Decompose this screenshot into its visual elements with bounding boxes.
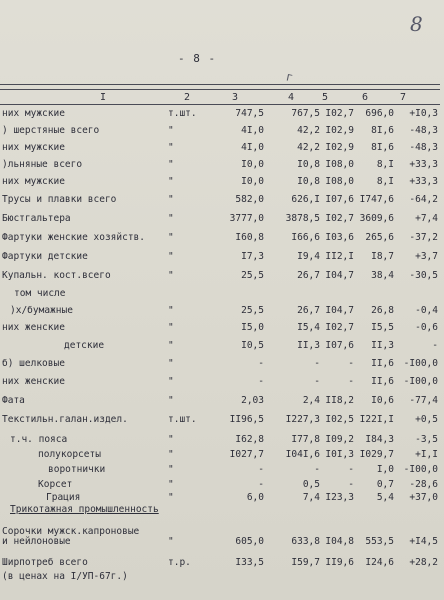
table-row [0,449,444,463]
cell-v4: - [314,376,320,387]
cell-v7: +7,4 [415,213,438,224]
cell-v5: I04,7 [325,270,354,281]
cell-v5: - [348,464,354,475]
cell-v5: - [348,376,354,387]
cell-unit: " [168,492,174,503]
cell-v7: -48,3 [409,142,438,153]
cell-v3: I0,0 [241,159,264,170]
cell-v7: -0,6 [415,322,438,333]
cell-v3: 25,5 [241,305,264,316]
cell-v5: I02,5 [325,414,354,425]
cell-v3: - [258,464,264,475]
cell-v6: I5,5 [371,322,394,333]
cell-name: них мужские [2,142,65,153]
table-row [0,125,444,139]
cell-unit: " [168,340,174,351]
column-header-5: 5 [322,92,329,103]
cell-name: б) шелковые [2,358,65,369]
table-row [0,108,444,122]
cell-unit: " [168,395,174,406]
cell-v5: I02,7 [325,213,354,224]
cell-v7: -77,4 [409,395,438,406]
table-row [0,340,444,354]
cell-v6: 265,6 [365,232,394,243]
cell-v3: 25,5 [241,270,264,281]
cell-v3: I5,0 [241,322,264,333]
cell-v6: I747,6 [359,194,394,205]
table-row [0,194,444,208]
table-top-rule [0,84,440,90]
cell-v6: II,6 [371,376,394,387]
cell-v6: 696,0 [365,108,394,119]
cell-v7: +37,0 [409,492,438,503]
cell-name: полукорсеты [38,449,101,460]
cell-v6: 553,5 [365,536,394,547]
cell-v4: 26,7 [297,270,320,281]
cell-v6: 8I,6 [371,125,394,136]
cell-v7: +28,2 [409,557,438,568]
handwritten-page-number: 8 [410,12,423,36]
table-row [0,358,444,372]
table-row [0,536,444,550]
cell-unit: " [168,449,174,460]
cell-v4: 626,I [291,194,320,205]
cell-v6: I029,7 [359,449,394,460]
table-row [0,571,444,585]
cell-v3: 6,0 [246,492,264,503]
cell-v4: II,3 [297,340,320,351]
table-row [0,464,444,478]
cell-v7: +3,7 [415,251,438,262]
cell-v6: I,0 [376,464,394,475]
cell-v7: -37,2 [409,232,438,243]
cell-name: )х/бумажные [10,305,73,316]
cell-v5: - [348,479,354,490]
column-header-3: 3 [232,92,239,103]
cell-v7: -0,4 [415,305,438,316]
table-row [0,176,444,190]
cell-unit: " [168,213,174,224]
cell-v3: I33,5 [235,557,264,568]
cell-unit: " [168,376,174,387]
cell-name: Трусы и плавки всего [2,194,117,205]
cell-unit: " [168,464,174,475]
cell-unit: " [168,194,174,205]
cell-v3: 2,03 [241,395,264,406]
cell-v7: -30,5 [409,270,438,281]
cell-name: них женские [2,322,65,333]
table-row [0,305,444,319]
cell-v3: I027,7 [229,449,264,460]
cell-unit: т.р. [168,557,191,568]
cell-v4: 7,4 [302,492,320,503]
cell-unit: " [168,125,174,136]
cell-v5: I09,2 [325,434,354,445]
table-row [0,251,444,265]
cell-v4: 0,5 [302,479,320,490]
cell-v7: -28,6 [409,479,438,490]
cell-unit: " [168,479,174,490]
table-row [0,395,444,409]
cell-v4: - [314,464,320,475]
cell-v4: I77,8 [291,434,320,445]
cell-name: Сорочки мужск.капроновые [2,526,140,537]
cell-v3: - [258,479,264,490]
cell-v5: I02,7 [325,322,354,333]
cell-v4: 42,2 [297,142,320,153]
table-row [0,434,444,448]
table-row [0,479,444,493]
cell-unit: " [168,176,174,187]
table-row [0,142,444,156]
cell-name: воротнички [48,464,106,475]
cell-v6: II,3 [371,340,394,351]
cell-v6: 8I,6 [371,142,394,153]
cell-v4: I59,7 [291,557,320,568]
cell-name: Бюстгальтера [2,213,71,224]
cell-v6: 3609,6 [359,213,394,224]
cell-name: и нейлоновые [2,536,71,547]
column-header-1: I [100,92,107,103]
cell-name: Грация [46,492,81,503]
cell-name: т.ч. пояса [10,434,68,445]
cell-v4: I9,4 [297,251,320,262]
cell-v4: 2,4 [302,395,320,406]
cell-v3: I7,3 [241,251,264,262]
cell-v7: +33,3 [409,159,438,170]
cell-v6: I0,6 [371,395,394,406]
table-row [0,322,444,336]
cell-v3: 747,5 [235,108,264,119]
column-headers [0,92,444,104]
cell-v6: II,6 [371,358,394,369]
cell-unit: " [168,305,174,316]
cell-name: них мужские [2,108,65,119]
cell-v7: -3,5 [415,434,438,445]
cell-name: них мужские [2,176,65,187]
cell-v5: I03,6 [325,232,354,243]
cell-v3: 4I,0 [241,142,264,153]
cell-v6: 38,4 [371,270,394,281]
table-row [0,159,444,173]
cell-v7: -I00,0 [403,464,438,475]
table-row [0,557,444,571]
cell-name: детские [64,340,105,351]
cell-v5: - [348,358,354,369]
cell-v7: -64,2 [409,194,438,205]
cell-v5: I07,6 [325,194,354,205]
cell-v6: 0,7 [376,479,394,490]
cell-unit: " [168,434,174,445]
cell-v5: I0I,3 [325,449,354,460]
cell-v3: 605,0 [235,536,264,547]
cell-v3: I0,5 [241,340,264,351]
table-row [0,288,444,302]
cell-v4: I66,6 [291,232,320,243]
cell-v3: 3777,0 [229,213,264,224]
cell-v4: 42,2 [297,125,320,136]
cell-name: Фата [2,395,25,406]
cell-name: Фартуки женские хозяйств. [2,232,145,243]
cell-v5: I02,7 [325,108,354,119]
table-row [0,376,444,390]
cell-unit: " [168,159,174,170]
cell-v6: 8,I [376,176,394,187]
page-number: - 8 - [178,52,217,65]
cell-v3: 4I,0 [241,125,264,136]
cell-name: (в ценах на I/УП-67г.) [2,571,128,582]
cell-v3: - [258,358,264,369]
cell-v7: +I4,5 [409,536,438,547]
cell-v7: +0,5 [415,414,438,425]
cell-v3: I62,8 [235,434,264,445]
cell-unit: " [168,251,174,262]
cell-v6: 8,I [376,159,394,170]
cell-name: Фартуки детские [2,251,88,262]
cell-v4: 633,8 [291,536,320,547]
table-row [0,504,444,518]
cell-v5: I04,8 [325,536,354,547]
pen-mark: г [284,69,295,85]
cell-v7: -48,3 [409,125,438,136]
cell-name: Текстильн.галан.издел. [2,414,128,425]
cell-v6: I22I,I [359,414,394,425]
cell-name: Купальн. кост.всего [2,270,111,281]
cell-unit: " [168,358,174,369]
column-header-2: 2 [184,92,191,103]
cell-v4: I0,8 [297,159,320,170]
cell-v5: II2,I [325,251,354,262]
cell-v6: I24,6 [365,557,394,568]
cell-v3: I0,0 [241,176,264,187]
cell-name: ) шерстяные всего [2,125,100,136]
column-header-6: 6 [362,92,369,103]
cell-v3: - [258,376,264,387]
cell-v5: II9,6 [325,557,354,568]
cell-v4: I04I,6 [285,449,320,460]
table-row [0,232,444,246]
column-header-7: 7 [400,92,407,103]
cell-name: Трикотажная промышленность [10,504,159,515]
cell-v5: I23,3 [325,492,354,503]
cell-name: Ширпотреб всего [2,557,88,568]
cell-v6: I8,7 [371,251,394,262]
cell-v7: -I00,0 [403,376,438,387]
cell-unit: " [168,232,174,243]
cell-v6: 5,4 [376,492,394,503]
cell-name: )льняные всего [2,159,83,170]
cell-v5: I04,7 [325,305,354,316]
cell-unit: т.шт. [168,108,197,119]
cell-v6: I84,3 [365,434,394,445]
header-rule [0,104,440,105]
cell-v4: 767,5 [291,108,320,119]
cell-v4: I0,8 [297,176,320,187]
table-row [0,414,444,428]
cell-v5: II8,2 [325,395,354,406]
cell-v3: II96,5 [229,414,264,425]
cell-v5: I08,0 [325,176,354,187]
cell-v3: I60,8 [235,232,264,243]
cell-v4: I5,4 [297,322,320,333]
cell-v3: 582,0 [235,194,264,205]
cell-unit: " [168,142,174,153]
cell-v4: 3878,5 [285,213,320,224]
cell-name: том числе [14,288,66,299]
cell-name: них женские [2,376,65,387]
cell-unit: " [168,322,174,333]
cell-name: Корсет [38,479,73,490]
cell-v7: +33,3 [409,176,438,187]
cell-v4: I227,3 [285,414,320,425]
cell-v5: I02,9 [325,142,354,153]
cell-v5: I07,6 [325,340,354,351]
cell-v7: +I,I [415,449,438,460]
column-header-4: 4 [288,92,295,103]
cell-v4: - [314,358,320,369]
cell-v7: -I00,0 [403,358,438,369]
cell-unit: " [168,270,174,281]
table-row [0,270,444,284]
cell-v5: I02,9 [325,125,354,136]
cell-unit: " [168,536,174,547]
cell-v5: I08,0 [325,159,354,170]
cell-v7: +I0,3 [409,108,438,119]
cell-v6: 26,8 [371,305,394,316]
table-row [0,213,444,227]
cell-v7: - [432,340,438,351]
cell-unit: т.шт. [168,414,197,425]
cell-v4: 26,7 [297,305,320,316]
